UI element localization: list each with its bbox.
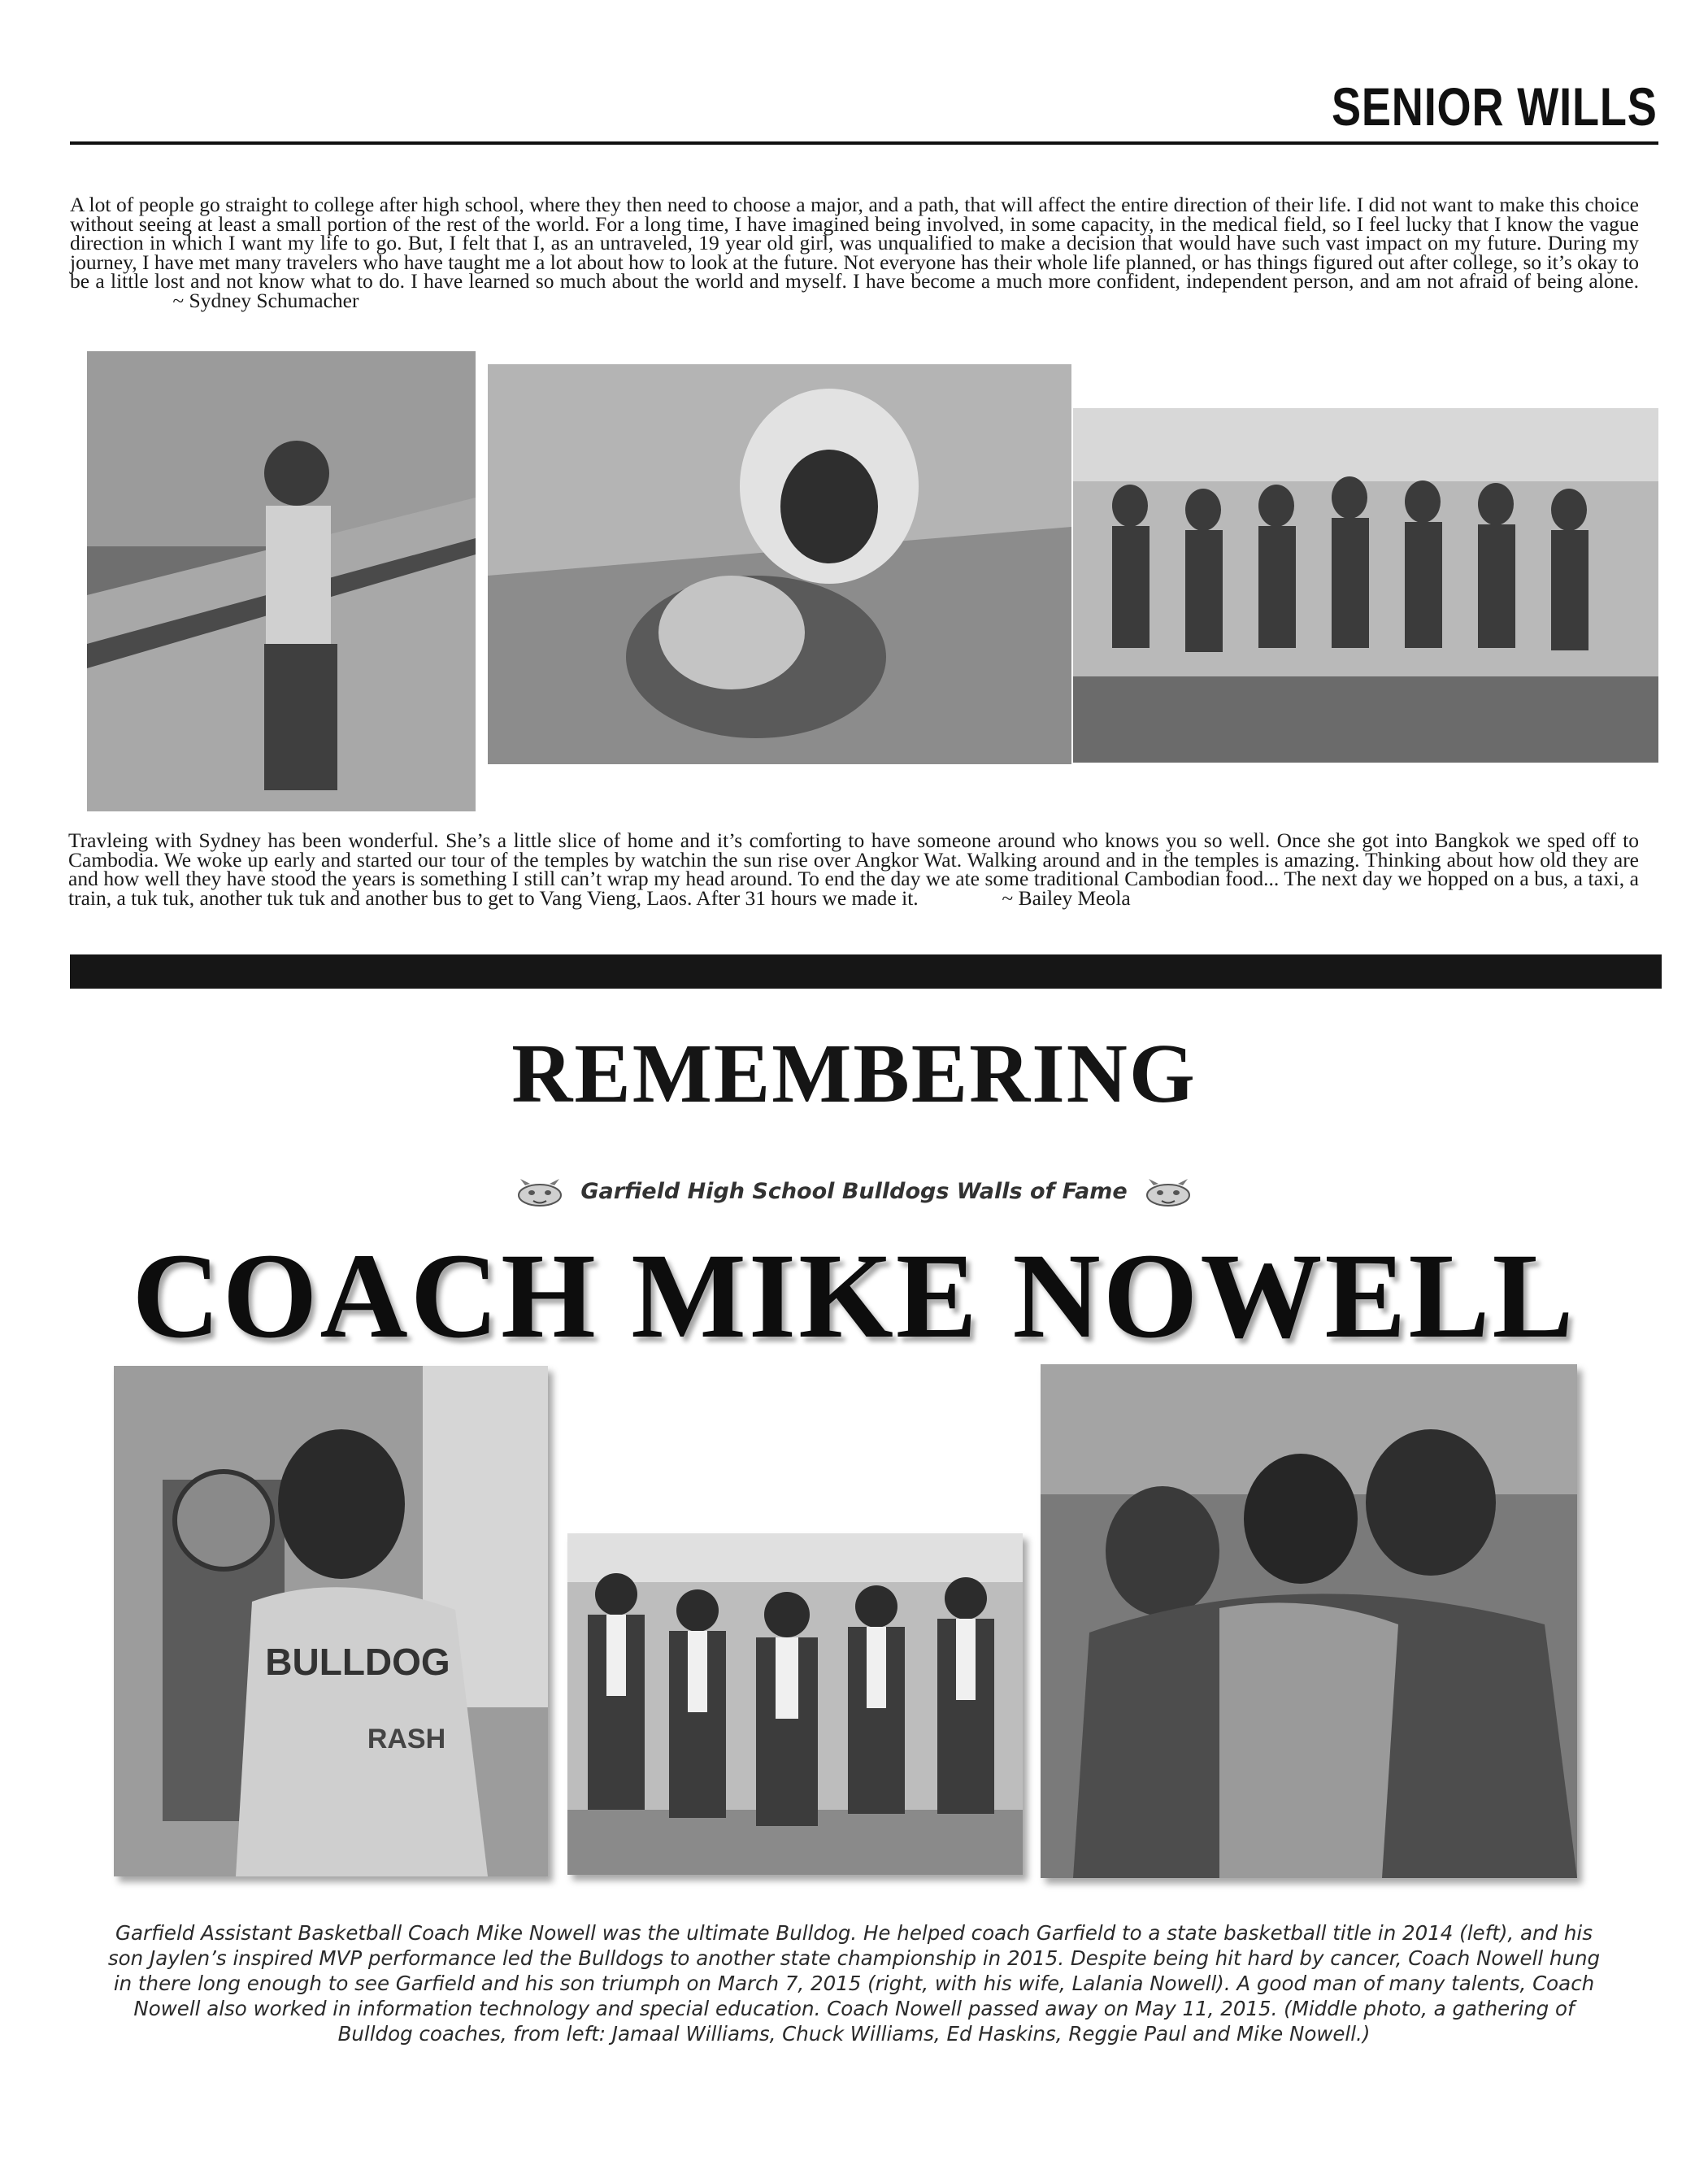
memorial-caption: Garfield Assistant Basketball Coach Mike Nowell was the ultimate Bulldog. He helped coach Garfield to a state basketball title in 2014 (left), and his son Jaylen’s inspired MVP performance led the Bulldogs to another state championship in 2015. Despite being hit hard by cancer, Coach Nowell hung in there long enough to see Garfield and his son triumph on March 7, 2015 (right, with his wife, Lalania Nowell). A good man of many talents, Coach Nowell also worked in information technology and special education. Coach Nowell passed away on May 11, 2015. (Middle photo, a gathering of Bulldog coaches, from left: Jamaal Williams, Chuck Williams, Ed Haskins, Reggie Paul and Mike Nowell.) (107, 1921, 1601, 2046)
photo-dog-and-girl (488, 364, 1071, 764)
section-title: SENIOR WILLS (1332, 76, 1658, 137)
header-rule (70, 141, 1658, 145)
photo-coach-family-embrace (1041, 1364, 1577, 1878)
bailey-signature: ~ Bailey Meola (1002, 885, 1131, 910)
section-divider-bar (70, 954, 1662, 989)
sydney-signature: ~ Sydney Schumacher (172, 288, 359, 312)
bailey-paragraph (68, 828, 1639, 910)
remembering-heading: REMEMBERING (511, 1027, 1197, 1120)
shirt-text: BULLDOG (265, 1641, 450, 1683)
bailey-text: Travleing with Sydney has been wonderful. She’s a little slice of home and it’s comforting to have someone around who knows you so well. Once she got into Bangkok we sped off to Cambodia. We woke up early and started our tour of the temples by watchin the sun rise over Angkor Wat. Walking around and in the temples is amazing. Thinking about how old they are and how well they have stood the years is something I still can’t wrap my head around. To end the day we ate some traditional Cambodian food... The next day we hopped on a bus, a taxi, a train, a tuk tuk, another tuk tuk and another bus to get to Vang Vieng, Laos. After 31 hours we made it. (68, 828, 1639, 910)
coach-name-heading: COACH MIKE NOWELL (132, 1228, 1576, 1363)
photo-girl-on-bridge (87, 351, 476, 811)
photo-coach-with-trophy (114, 1366, 548, 1876)
shirt-subtext: RASH (367, 1724, 446, 1754)
sydney-text: A lot of people go straight to college after high school, where they then need to choose a major, and a path, that will affect the entire direction of their life. I did not want to make this choice without seeing at least a small portion of the rest of the world. For a long time, I have imagined being involved, in some capacity, in the medical field, so I feel lucky that I know the vague direction in which I want my life to go. But, I felt that I, as an untraveled, 19 year old girl, was unqualified to make a decision that would have such vast impact on my future. During my journey, I have met many travelers who have taught me a lot about how to look at the future. Not everyone has their whole life planned, or has things figured out after college, so it’s okay to be a little lost and not know what to do. I have learned so much about the world and myself. I have become a much more confident, independent person, and am not afraid of being alone. (70, 193, 1639, 293)
wall-of-fame-banner (0, 1167, 1708, 1216)
photo-group-of-girls (1073, 408, 1658, 763)
photo-bulldog-coaches (567, 1533, 1023, 1875)
bulldog-icon (1142, 1177, 1194, 1208)
sydney-paragraph (70, 195, 1639, 311)
bulldog-icon (514, 1177, 566, 1208)
wall-of-fame-text: Garfield High School Bulldogs Walls of Fame (580, 1179, 1128, 1204)
